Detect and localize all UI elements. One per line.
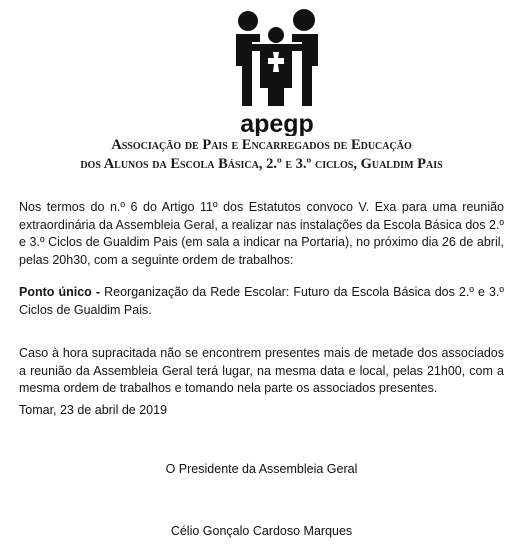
signatory-name: Célio Gonçalo Cardoso Marques [170,524,353,538]
logo-wordmark: apegp [240,110,314,136]
apegp-logo [232,8,322,136]
agenda-paragraph [19,284,504,319]
org-name-line2: dos Alunos da Escola Básica, 2.º e 3.º ciclos, Gualdim Pais [80,156,443,172]
agenda-label: Ponto único - [19,285,101,299]
convocation-paragraph: Nos termos do n.º 6 do Artigo 11º dos Estatutos convoco V. Exa para uma reunião extraordinária da Assembleia Geral, a realizar nas instalações da Escola Básica dos 2.º e 3.º Ciclos de Gualdim Pais (em sala a indicar na Portaria), no próximo dia 26 de abril, pelas 20h30, com a seguinte ordem de trabalhos: [19,200,504,267]
signatory-title: O Presidente da Assembleia Geral [165,462,358,476]
document-date: Tomar, 23 de abril de 2019 [19,403,168,417]
org-name-line1: Associação de Pais e Encarregados de Educação [111,137,412,153]
quorum-paragraph: Caso à hora supracitada não se encontrem presentes mais de metade dos associados a reunião da Assembleia Geral terá lugar, na mesma data e local, pelas 21h00, com a mesma ordem de trabalhos e tomando nela parte os associados presentes. [19,346,504,395]
agenda-text: Reorganização da Rede Escolar: Futuro da Escola Básica dos 2.º e 3.º Ciclos de Gualdim Pais. [19,285,504,317]
